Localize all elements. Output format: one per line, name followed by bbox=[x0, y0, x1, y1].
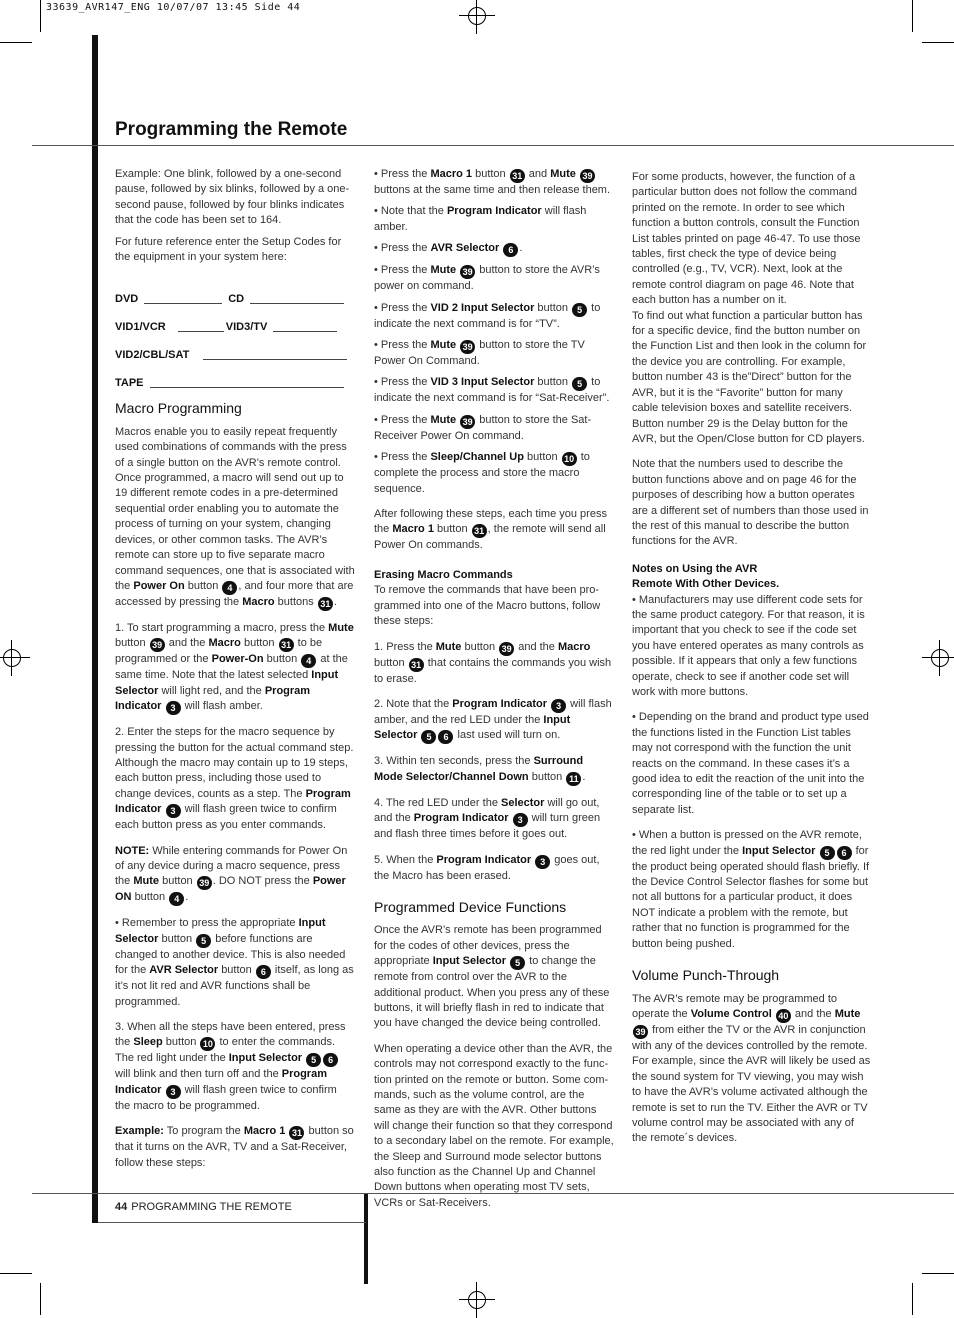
paragraph: When operating a device other than the AVR, the controls may not correspond exactly to the func-tion printed on the remote or button. Some com-mands, such as the volume control, are the same as they are with the AVR. Other buttons will change their function so that they correspond to a secondary label on the remote. For example, the Sleep and Surround mode selector buttons also function as the Channel Up and Channel Down buttons when operating most TV sets, VCRs or Sat-Receivers. bbox=[374, 1042, 614, 1209]
button-number-badge: 5 bbox=[820, 846, 835, 860]
bullet: • Press the VID 3 Input Selector button 5 to indicate the next command is for “Sat-Receiver”. bbox=[374, 376, 610, 405]
column-1 bbox=[115, 167, 355, 1177]
registration-mark bbox=[922, 640, 954, 676]
button-number-badge: 5 bbox=[510, 956, 525, 970]
bullet: • Depending on the brand and product type used the functions listed in the Function List tables may not correspond with the function the unit reacts on the command. In these cases it’s a good idea to edit the reaction of the unit into the corresponding line of the table or to set up a separate list. bbox=[632, 711, 869, 816]
paragraph: Macros enable you to easily repeat frequently used combinations of commands with the press of a single button on the AVR’s remote control. Once programmed, a macro will send out up to 19 different remote codes in a pre-determined sequential order enabling you to automate the process of turning on your system, changing devices, or other common tasks. The AVR’s remote can store up to five separate macro command sequences, one that is associated with the Power On button 4 , and four more that are accessed by pressing the Macro buttons 31 . bbox=[115, 425, 355, 609]
button-number-badge: 39 bbox=[460, 265, 475, 279]
note: NOTE: While entering commands for Power On of any device during a macro sequence, press the Mute button 39 . DO NOT press the Power ON button 4 . bbox=[115, 844, 348, 905]
registration-mark bbox=[459, 0, 495, 34]
bullet: • Remember to press the appropriate Input Selector button 5 before functions are changed to another device. This is also needed for the AVR Selector button 6 itself, as long as it’s not lit red and AVR functions shall be programmed. bbox=[115, 917, 354, 1008]
crop-mark bbox=[922, 42, 954, 43]
button-number-badge: 39 bbox=[633, 1025, 648, 1039]
bullet: • Manufacturers may use different code sets for the same product category. For that reason, it is important that you check to see if the code set you have entered operates as many controls as possible. If it appears that only a few functions operate, check to see if another code set will work with more buttons. bbox=[632, 593, 865, 698]
subheading: Erasing Macro Commands bbox=[374, 568, 513, 581]
code-label-vid2: VID2/CBL/SAT bbox=[115, 349, 190, 362]
button-number-badge: 40 bbox=[776, 1009, 791, 1023]
column-2 bbox=[374, 167, 614, 1217]
registration-mark bbox=[0, 640, 30, 676]
crop-mark bbox=[0, 1273, 32, 1274]
bullet: • Press the Mute 39 button to store the AVR’s power on command. bbox=[374, 264, 600, 293]
button-number-badge: 6 bbox=[503, 243, 518, 257]
button-number-badge: 3 bbox=[535, 855, 550, 869]
footer-bar bbox=[364, 1194, 368, 1284]
button-number-badge: 39 bbox=[460, 340, 475, 354]
code-label-vid1: VID1/VCR bbox=[115, 321, 166, 334]
button-number-badge: 3 bbox=[166, 804, 181, 818]
code-line[interactable] bbox=[203, 349, 347, 360]
footer-underline bbox=[98, 1222, 366, 1223]
setup-codes-form bbox=[115, 279, 355, 391]
example: Example: To program the Macro 1 31 button so that it turns on the AVR, TV and a Sat-Receiver, follow these steps: bbox=[115, 1125, 354, 1169]
button-number-badge: 5 bbox=[572, 377, 587, 391]
crop-mark bbox=[912, 1283, 913, 1315]
step: 4. The red LED under the Selector will go out, and the Program Indicator 3 will turn green and flash three times before it goes out. bbox=[374, 796, 601, 841]
page-title: Programming the Remote bbox=[115, 119, 348, 140]
button-number-badge: 11 bbox=[566, 772, 581, 786]
bullet: • Press the Mute 39 button to store the Sat-Receiver Power On command. bbox=[374, 413, 592, 442]
paragraph: Example: One blink, followed by a one-second pause, followed by six blinks, followed by a one-second pause, followed by four blinks indicates that the code has been set to 164. bbox=[115, 168, 350, 227]
paragraph: For some products, however, the function of a particular button does not follow the command printed on the remote. In order to see which function a button controls, consult the Function List tables printed on page 46-47. To use those tables, first check the type of device being controlled (e.g., TV, VCR). Next, look at the remote control diagram on page 46. Note that each button has a number on it. bbox=[632, 171, 861, 307]
button-number-badge: 31 bbox=[472, 524, 487, 538]
button-number-badge: 39 bbox=[499, 642, 514, 656]
page-footer bbox=[115, 1201, 292, 1213]
button-number-badge: 10 bbox=[200, 1037, 215, 1051]
crop-mark bbox=[922, 1273, 954, 1274]
step: 1. To start programming a macro, press the Mute button 39 and the Macro button 31 to be programmed or the Power-On button 4 at the same time. Note that the latest selected Input Selector will light red, and the Program Indicator 3 will flash amber. bbox=[115, 621, 354, 714]
code-label-vid3: VID3/TV bbox=[225, 321, 268, 334]
step: 3. Within ten seconds, press the Surround Mode Selector/Channel Down button 11 . bbox=[374, 755, 586, 784]
bullet: • Press the VID 2 Input Selector button 5 to indicate the next command is for “TV”. bbox=[374, 301, 601, 330]
button-number-badge: 5 bbox=[421, 730, 436, 744]
footer-section: PROGRAMMING THE REMOTE bbox=[131, 1201, 292, 1213]
step: 2. Note that the Program Indicator 3 will flash amber, and the red LED under the Input Selector 5 6 last used will turn on. bbox=[374, 697, 612, 743]
left-margin-bar bbox=[92, 35, 98, 1223]
button-number-badge: 39 bbox=[197, 876, 212, 890]
paragraph: Once the AVR’s remote has been programmed for the codes of other devices, press the appropriate Input Selector 5 to change the remote from control over the AVR to the additional product. When you press any of these buttons, it will briefly flash in red to indicate that you have changed the device being controlled. bbox=[374, 924, 610, 1030]
step: 5. When the Program Indicator 3 goes out, the Macro has been erased. bbox=[374, 853, 600, 882]
code-line[interactable] bbox=[273, 321, 337, 332]
button-number-badge: 31 bbox=[510, 169, 525, 183]
code-line[interactable] bbox=[178, 321, 224, 332]
button-number-badge: 3 bbox=[166, 701, 181, 715]
section-heading: Macro Programming bbox=[115, 400, 242, 417]
button-number-badge: 39 bbox=[150, 638, 165, 652]
crop-mark bbox=[40, 1283, 41, 1315]
button-number-badge: 5 bbox=[306, 1053, 321, 1067]
button-number-badge: 5 bbox=[196, 934, 211, 948]
column-3 bbox=[632, 170, 872, 1153]
button-number-badge: 10 bbox=[562, 452, 577, 466]
button-number-badge: 31 bbox=[409, 658, 424, 672]
button-number-badge: 6 bbox=[837, 846, 852, 860]
bullet: • Press the AVR Selector 6 . bbox=[374, 242, 523, 256]
step: 2. Enter the steps for the macro sequence by pressing the button for the actual command step. Although the macro may contain up to 19 steps, each button press, including those used to change devices, counts as a step. The Program Indicator 3 will flash green twice to confirm each button press as you enter commands. bbox=[115, 726, 354, 832]
bullet: • Press the Mute 39 button to store the TV Power On Command. bbox=[374, 339, 585, 368]
crop-mark bbox=[40, 0, 41, 32]
button-number-badge: 3 bbox=[551, 699, 566, 713]
bullet: • Note that the Program Indicator will flash amber. bbox=[374, 205, 587, 233]
paragraph: To find out what function a particular button has for a specific device, find the button number on the Function List and then look in the column for the device you are controlling. For example, button number 43 is the”Direct” button for the AVR, but it is the “Favorite” button for many cable television boxes and satellite receivers. Button number 29 is the Delay button for the AVR, but the Open/Close button for CD players. bbox=[632, 309, 867, 445]
paragraph: To remove the commands that have been pro-grammed into one of the Macro buttons, follow these steps: bbox=[374, 584, 601, 628]
code-label-dvd: DVD bbox=[115, 293, 139, 306]
button-number-badge: 4 bbox=[169, 892, 184, 906]
page-number: 44 bbox=[115, 1201, 128, 1213]
print-slug: 33639_AVR147_ENG 10/07/07 13:45 Side 44 bbox=[46, 2, 301, 13]
header-rule bbox=[32, 145, 954, 146]
button-number-badge: 6 bbox=[438, 730, 453, 744]
step: 3. When all the steps have been entered, press the Sleep button 10 to enter the commands. The red light under the Input Selector 5 6 will blink and then turn off and the Program Indicator 3 will flash green twice to confirm the macro to be programmed. bbox=[115, 1021, 346, 1112]
bullet: • When a button is pressed on the AVR remote, the red light under the Input Selector 5 6 for the product being operated should flash briefly. If the Device Control Selector flashes for some but not all buttons for a particular product, it does NOT indicate a problem with the remote, but rather that no function is programmed for the button being pushed. bbox=[632, 829, 870, 950]
button-number-badge: 31 bbox=[289, 1126, 304, 1140]
button-number-badge: 31 bbox=[279, 638, 294, 652]
paragraph: After following these steps, each time you press the Macro 1 button 31 , the remote will send all Power On commands. bbox=[374, 508, 607, 552]
paragraph: The AVR’s remote may be programmed to operate the Volume Control 40 and the Mute 39 from either the TV or the AVR in conjunction with any of the devices controlled by the remote. For example, since the AVR will likely be used as the sound system for TV viewing, you may wish to have the AVR’s volume activated although the remote is set to run the TV. Either the AVR or TV volume control may be associated with any of the remote´s devices. bbox=[632, 992, 871, 1145]
code-line[interactable] bbox=[144, 293, 222, 304]
subheading: Notes on Using the AVR Remote With Other Devices. bbox=[632, 562, 780, 591]
button-number-badge: 5 bbox=[572, 303, 587, 317]
code-line[interactable] bbox=[150, 377, 344, 388]
button-number-badge: 6 bbox=[323, 1053, 338, 1067]
button-number-badge: 39 bbox=[460, 415, 475, 429]
crop-mark bbox=[0, 42, 32, 43]
crop-mark bbox=[912, 0, 913, 32]
bullet: • Press the Macro 1 button 31 and Mute 39 buttons at the same time and then release them. bbox=[374, 168, 611, 196]
section-heading: Volume Punch-Through bbox=[632, 967, 780, 984]
button-number-badge: 3 bbox=[166, 1085, 181, 1099]
bullet: • Press the Sleep/Channel Up button 10 to complete the process and store the macro sequence. bbox=[374, 451, 590, 495]
paragraph: For future reference enter the Setup Codes for the equipment in your system here: bbox=[115, 235, 342, 264]
code-line[interactable] bbox=[250, 293, 344, 304]
button-number-badge: 39 bbox=[580, 169, 595, 183]
section-heading: Programmed Device Functions bbox=[374, 898, 567, 915]
button-number-badge: 4 bbox=[301, 654, 316, 668]
button-number-badge: 3 bbox=[513, 813, 528, 827]
code-label-tape: TAPE bbox=[115, 377, 144, 390]
registration-mark bbox=[459, 1282, 495, 1318]
button-number-badge: 6 bbox=[256, 965, 271, 979]
button-number-badge: 31 bbox=[318, 597, 333, 611]
button-number-badge: 4 bbox=[222, 581, 237, 595]
code-label-cd: CD bbox=[228, 293, 245, 306]
paragraph: Note that the numbers used to describe the button functions above and on page 46 for the purposes of describing how a button operates are a different set of numbers than those used in the rest of this manual to describe the button functions for the AVR. bbox=[632, 458, 869, 548]
step: 1. Press the Mute button 39 and the Macro button 31 that contains the commands you wish to erase. bbox=[374, 640, 612, 685]
